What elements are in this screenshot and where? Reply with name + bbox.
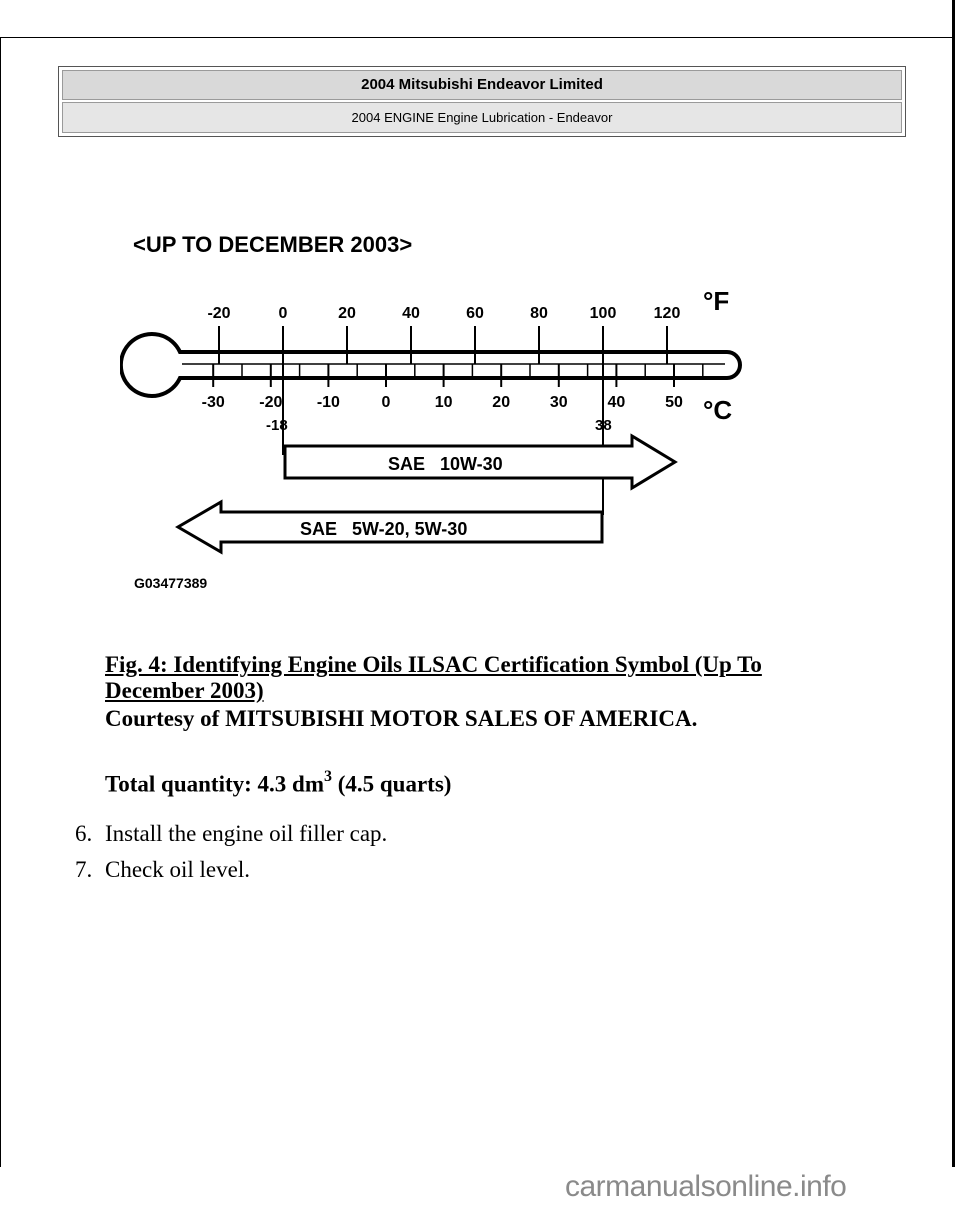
step-text: Check oil level. (105, 857, 250, 882)
total-quantity (105, 770, 451, 798)
f-tick-label: -20 (207, 305, 231, 322)
site-watermark: carmanualsonline.info (565, 1170, 847, 1203)
document-header (58, 66, 906, 137)
page-border-right (952, 0, 955, 1167)
procedure-step (75, 821, 387, 857)
marker-high-label: 38 (595, 417, 612, 434)
f-tick-label: 60 (466, 305, 484, 322)
step-number: 7. (75, 857, 93, 882)
c-tick-label: 10 (434, 394, 453, 411)
figure-heading: <UP TO DECEMBER 2003> (133, 232, 413, 257)
procedure-steps (75, 821, 387, 893)
oil-viscosity-figure (120, 215, 760, 605)
fahrenheit-tick-group (207, 305, 680, 364)
figure-caption (105, 652, 845, 732)
page-border-left (0, 37, 1, 1167)
c-tick-label: -30 (201, 394, 225, 411)
procedure-step (75, 857, 387, 893)
c-tick-label: 20 (492, 394, 511, 411)
celsius-unit: °C (703, 395, 733, 425)
total-quantity-label: Total quantity: 4.3 dm (105, 771, 324, 797)
step-number: 6. (75, 821, 93, 846)
header-title: 2004 Mitsubishi Endeavor Limited (62, 70, 902, 100)
c-tick-label: 0 (381, 394, 391, 411)
viscosity-chart-svg (120, 215, 760, 605)
f-tick-label: 20 (338, 305, 356, 322)
f-tick-label: 40 (402, 305, 420, 322)
f-tick-label: 0 (278, 305, 288, 322)
f-tick-label: 80 (530, 305, 548, 322)
header-subtitle: 2004 ENGINE Engine Lubrication - Endeavor (62, 102, 902, 133)
minor-tick-group (242, 364, 703, 378)
total-quantity-exponent: 3 (323, 768, 332, 785)
arrow-left-label: SAE 5W-20, 5W-30 (300, 519, 468, 539)
c-tick-label: 50 (665, 394, 683, 411)
fahrenheit-unit: °F (703, 286, 730, 316)
total-quantity-quarts: (4.5 quarts) (331, 771, 452, 797)
c-tick-label: 30 (549, 394, 568, 411)
arrow-right-label: SAE 10W-30 (388, 454, 503, 474)
c-tick-label: 40 (607, 394, 626, 411)
figure-courtesy: Courtesy of MITSUBISHI MOTOR SALES OF AMERICA. (105, 706, 698, 731)
c-tick-label: -10 (316, 394, 340, 411)
c-tick-label: -20 (259, 394, 283, 411)
step-text: Install the engine oil filler cap. (105, 821, 388, 846)
figure-id: G03477389 (134, 575, 208, 591)
figure-title-link[interactable]: Fig. 4: Identifying Engine Oils ILSAC Certification Symbol (Up To December 2003) (105, 652, 762, 703)
f-tick-label: 120 (653, 305, 681, 322)
f-tick-label: 100 (589, 305, 617, 322)
celsius-tick-group (202, 364, 683, 411)
marker-low-label: -18 (266, 417, 288, 434)
page-border-top (0, 37, 953, 38)
